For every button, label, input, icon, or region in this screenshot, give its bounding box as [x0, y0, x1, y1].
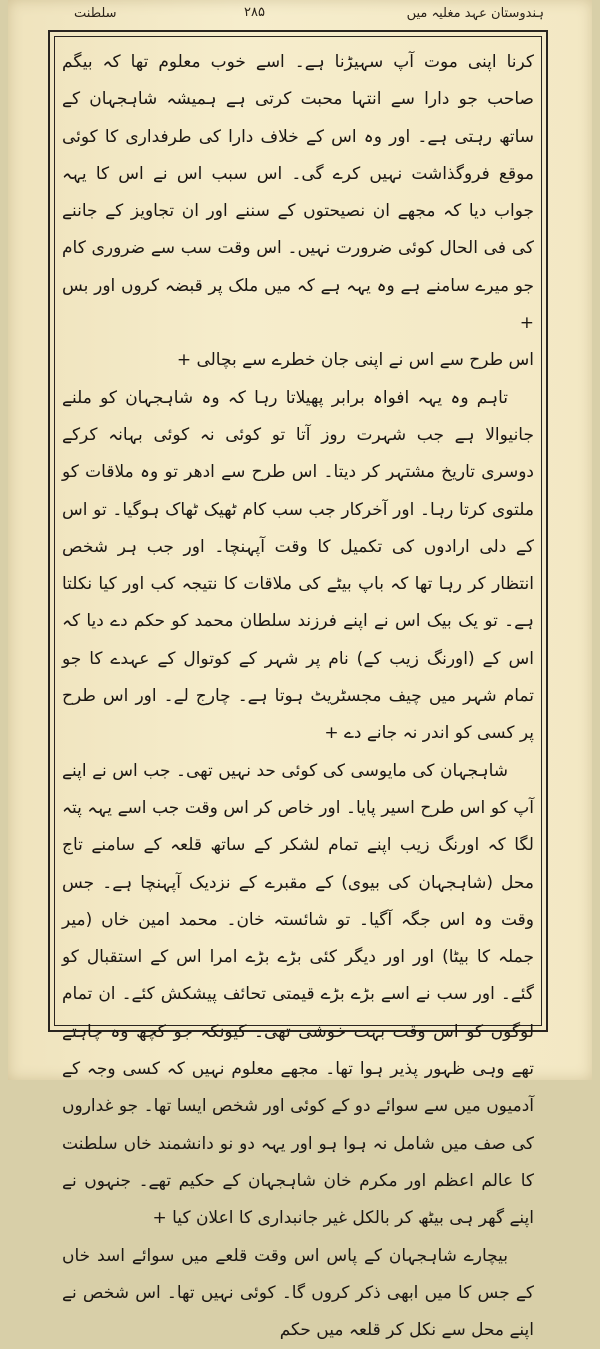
paragraph: تاہم وہ یہہ افواہ برابر پھیلاتا رہا کہ وہ شاہجہان کو ملنے جانیوالا ہے جب شہرت روز آتا تو کوئی نہ کوئی بہانہ کرکے دوسری تاریخ مشتہر کر دیتا۔ اس طرح سے ادھر تو وہ ملاقات کو ملتوی کرتا رہا۔ اور آخرکار جب سب کام ٹھیک ٹھاک ہوگیا۔ تو اس کے دلی ارادوں کی تکمیل کا وقت آپہنچا۔ اور جب ہر شخص انتظار کر رہا تھا کہ باپ بیٹے کی ملاقات کا نتیجہ کب اور کیا نکلتا ہے۔ تو یک بیک اس نے اپنے فرزند سلطان محمد کو حکم دے دیا کہ اس کے (اورنگ زیب کے) نام پر شہر کے کوتوال کے عہدے کا جو تمام شہر میں چیف مجسٹریٹ ہوتا ہے۔ چارج لے۔ اور اس طرح پر کسی کو اندر نہ جانے دے + — [62, 380, 534, 753]
text-block — [62, 44, 534, 1024]
paragraph: شاہجہان کی مایوسی کی کوئی حد نہیں تھی۔ جب اس نے اپنے آپ کو اس طرح اسیر پایا۔ اور خاص کر اس وقت جب اسے یہہ پتہ لگا کہ اورنگ زیب اپنے تمام لشکر کے ساتھ قلعہ کے سامنے تاج محل (شاہجہان کی بیوی) کے مقبرے کے نزدیک آپہنچا ہے۔ جس وقت وہ اس جگہ آگیا۔ تو شائستہ خان۔ محمد امین خاں (میر جملہ کا بیٹا) اور اور دیگر کئی بڑے بڑے امرا اس کے استقبال کو گئے۔ اور سب نے اسے بڑے بڑے قیمتی تحائف پیشکش کئے۔ ان تمام لوگوں کو اس وقت بہت خوشی تھی۔ کیونکہ جو کچھ وہ چاہتے تھے وہی ظہور پذیر ہوا تھا۔ مجھے معلوم نہیں کہ کسی وجہ کے آدمیوں میں سے سوائے دو کے کوئی اور شخص ایسا تھا۔ جو غداروں کی صف میں شامل نہ ہوا ہو اور یہہ دو نو دانشمند خاں سلطنت کا عالم اعظم اور مکرم خان شاہجہان کے حکیم تھے۔ جنہوں نے اپنے گھر ہی بیٹھ کر بالکل غیر جانبداری کا اعلان کیا + — [62, 753, 534, 1238]
header-fragment: سلطنت — [74, 6, 117, 21]
paragraph: کرنا اپنی موت آپ سہیڑنا ہے۔ اسے خوب معلوم تھا کہ بیگم صاحب جو دارا سے انتہا محبت کرتی ہے ہمیشہ شاہجہان کے ساتھ رہتی ہے۔ اور وہ اس کے خلاف دارا کی طرفداری کا کوئی موقع فروگذاشت نہیں کرے گی۔ اس سبب اس نے اس کا یہہ جواب دیا کہ مجھے ان نصیحتوں کے سننے اور ان تجاویز کے جاننے کی فی الحال کوئی ضرورت نہیں۔ اس وقت سب سے ضروری کام جو میرے سامنے ہے وہ یہہ ہے کہ میں ملک پر قبضہ کروں اور بس + — [62, 44, 534, 342]
paragraph: بیچارے شاہجہان کے پاس اس وقت قلعے میں سوائے اسد خاں کے جس کا میں ابھی ذکر کروں گا۔ کوئی نہیں تھا۔ اس شخص نے اپنے محل سے نکل کر قلعہ میں حکم — [62, 1238, 534, 1349]
page-header — [64, 4, 544, 26]
paragraph: اس طرح سے اس نے اپنی جان خطرے سے بچالی + — [62, 342, 534, 379]
page-number: ۲۸۵ — [244, 5, 265, 20]
running-title: ہندوستان عہد مغلیہ میں — [407, 6, 544, 21]
